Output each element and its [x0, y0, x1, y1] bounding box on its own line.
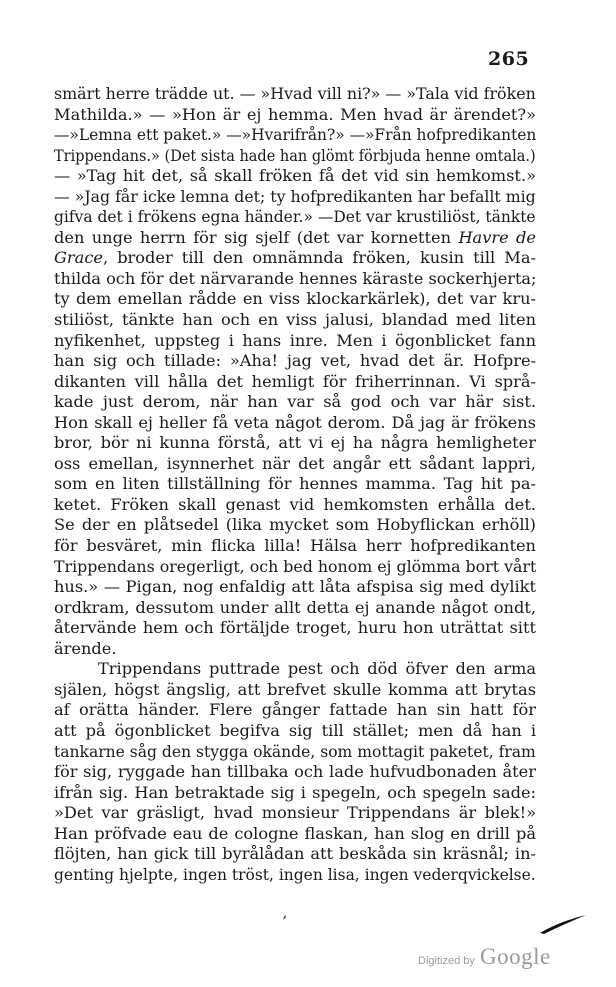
text-line: nyfikenhet, uppsteg i hans inre. Men i ögonblicket fann	[54, 330, 536, 350]
text-line: ärende.	[54, 638, 117, 658]
text-line: genting hjelpte, ingen tröst, ingen lisa, ingen vederqvickelse.	[54, 864, 536, 884]
text-line: för sig, ryggade han tillbaka och lade hufvudbonaden åter	[54, 762, 536, 782]
text-segment: , broder till den omnämnda fröken, kusin till Ma-	[102, 248, 536, 268]
text-line: Mathilda.» — »Hon är ej hemma. Men hvad är ärendet?»	[54, 104, 536, 124]
text-line: Trippendans.» (Det sista hade han glömt förbjuda henne omtala.)	[54, 145, 536, 165]
text-line: ifrån sig. Han betraktade sig i spegeln, och spegeln sade:	[54, 782, 536, 802]
text-line: Trippendans oregerligt, och bed honom ej glömma bort vårt	[54, 556, 537, 576]
text-line: ordkram, dessutom under allt detta ej anande något ondt,	[54, 597, 536, 617]
page-number: 265	[488, 48, 530, 70]
text-line: tankarne såg den stygga okände, som mottagit paketet, fram	[54, 741, 536, 761]
text-line: Han pröfvade eau de cologne flaskan, han slog en drill på	[54, 823, 536, 843]
text-line: — »Tag hit det, så skall fröken få det vid sin hemkomst.»	[54, 166, 536, 186]
text-line: Trippendans puttrade pest och död öfver den arma	[98, 659, 536, 679]
text-line: bror, bör ni kunna förstå, att vi ej ha några hemligheter	[54, 433, 536, 453]
body-text	[54, 84, 536, 885]
text-line: stiliöst, tänkte han och en viss jalusi, blandad med liten	[54, 310, 536, 330]
google-logo: Google	[479, 944, 551, 969]
text-line: thilda och för det närvarande hennes käraste sockerhjerta;	[54, 268, 537, 288]
text-line: flöjten, han gick till byrålådan att beskåda sin kräsnål; in-	[54, 844, 536, 864]
text-line	[54, 228, 536, 249]
text-line: Hon skall ej heller få veta något derom. Då jag är frökens	[54, 412, 536, 432]
pen-stroke-mark	[538, 912, 588, 936]
text-line: ketet. Fröken skall genast vid hemkomsten erhålla det.	[54, 494, 536, 514]
text-segment: den unge herrn för sig sjelf (det var kornetten	[54, 227, 459, 247]
italic-name: Havre de	[458, 227, 536, 247]
text-line: — »Jag får icke lemna det; ty hofpredikanten har befallt mig	[54, 186, 536, 206]
text-line: »Det var gräsligt, hvad monsieur Trippendans är blek!»	[54, 803, 536, 823]
text-line: Se der en plåtsedel (lika mycket som Hobyflickan erhöll)	[54, 515, 536, 535]
text-line: att på ögonblicket begifva sig till stället; men då han i	[54, 720, 536, 740]
text-line: ty dem emellan rådde en viss klockarkärlek), det var kru-	[54, 289, 536, 309]
text-line: af orätta händer. Flere gånger fattade han sin hatt för	[54, 700, 536, 720]
italic-name: Grace	[54, 248, 103, 268]
text-line: som en liten tillställning för hennes mamma. Tag hit pa-	[54, 474, 536, 494]
text-line: han sig och tillade: »Aha! jag vet, hvad det är. Hofpre-	[54, 351, 536, 371]
text-line: oss emellan, isynnerhet när det angår ett sådant lappri,	[54, 453, 536, 473]
text-line: för besväret, min flicka lilla! Hälsa herr hofpredikanten	[54, 536, 536, 556]
digitized-label: Digitized by	[418, 955, 475, 967]
stray-mark: ’	[282, 912, 288, 931]
text-line: kade just derom, när han var så god och var här sist.	[54, 392, 536, 412]
text-line: dikanten vill hålla det hemligt för friherrinnan. Vi språ-	[54, 371, 536, 391]
text-line: själen, högst ängslig, att brefvet skulle komma att brytas	[54, 679, 536, 699]
digitized-footer	[418, 944, 551, 970]
text-line: gifva det i frökens egna händer.» —Det var krustiliöst, tänkte	[54, 207, 536, 227]
text-line: hus.» — Pigan, nog enfaldig att låta afspisa sig med dylikt	[54, 577, 536, 597]
text-line	[54, 248, 536, 269]
text-line: smärt herre trädde ut. — »Hvad vill ni?» — »Tala vid fröken	[54, 84, 536, 103]
text-line: återvände hem och förtäljde troget, huru hon uträttat sitt	[54, 618, 536, 638]
text-line: —»Lemna ett paket.» —»Hvarifrån?» —»Från hofpredikanten	[54, 125, 537, 145]
